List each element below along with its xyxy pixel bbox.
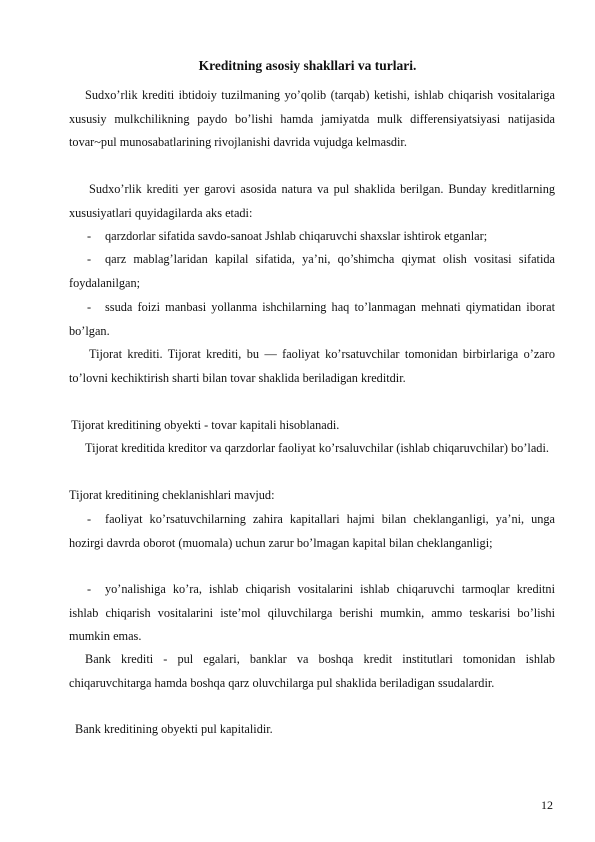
section-title: Kreditning asosiy shakllari va turlari. bbox=[198, 58, 417, 73]
list-item bbox=[69, 225, 555, 249]
paragraph-sudxorlik-features: Sudxo’rlik krediti yer garovi asosida natura va pul shaklida berilgan. Bunday kreditlarning xususiyatlari quyidagilarda aks etadi: bbox=[69, 182, 555, 220]
list-item bbox=[69, 248, 555, 295]
list-dash: - bbox=[87, 582, 92, 596]
paragraph-tijorat-cheklanish: Tijorat kreditining cheklanishlari mavjud: bbox=[69, 488, 275, 502]
list-dash: - bbox=[87, 229, 92, 243]
paragraph-tijorat-obyekti: Tijorat kreditining obyekti - tovar kapitali hisoblanadi. bbox=[71, 418, 340, 432]
list-dash: - bbox=[87, 252, 92, 266]
list-item-text: yo’nalishiga ko’ra, ishlab chiqarish vositalarini ishlab chiqaruvchi tarmoqlar kreditni ishlab chiqarish vositalarini iste’mol qiluvchilarga berishi mumkin, ammo teskarisi bo’lishi mumkin emas. bbox=[69, 582, 555, 643]
paragraph-tijorat-krediti: Tijorat krediti. Tijorat krediti, bu — faoliyat ko’rsatuvchilar tomonidan birbirlariga o’zaro to’lovni kechiktirish sharti bilan tovar shaklida beriladigan kreditdir. bbox=[69, 347, 555, 385]
list-dash: - bbox=[87, 300, 92, 314]
paragraph-bank-obyekti: Bank kreditining obyekti pul kapitalidir. bbox=[75, 722, 273, 736]
list-item-text: faoliyat ko’rsatuvchilarning zahira kapitallari hajmi bilan cheklanganligi, ya’ni, unga hozirgi davrda oborot (muomala) uchun zarur bo’lmagan kapital bilan cheklanganligi; bbox=[69, 512, 555, 550]
list-item bbox=[69, 508, 555, 555]
page-number: 12 bbox=[541, 798, 553, 812]
list-item bbox=[69, 578, 555, 649]
list-dash: - bbox=[87, 512, 92, 526]
list-item-text: qarzdorlar sifatida savdo-sanoat Jshlab chiqaruvchi shaxslar ishtirok etganlar; bbox=[105, 229, 488, 243]
paragraph-bank-krediti: Bank krediti - pul egalari, banklar va boshqa kredit institutlari tomonidan ishlab chiqaruvchitarga hamda boshqa qarz oluvchilarga pul shaklida beriladigan ssudalardir. bbox=[69, 652, 555, 690]
list-item-text: ssuda foizi manbasi yollanma ishchilarning haq to’lanmagan mehnati qiymatidan iborat bo’lgan. bbox=[69, 300, 555, 338]
list-item-text: qarz mablag’laridan kapilal sifatida, ya’ni, qo’shimcha qiymat olish vositasi sifatida foydalanilgan; bbox=[69, 252, 555, 290]
paragraph-sudxorlik-intro: Sudxo’rlik krediti ibtidoiy tuzilmaning yo’qolib (tarqab) ketishi, ishlab chiqarish vositalariga xususiy mulkchilikning paydo bo’lishi hamda jamiyatda mulk differensiyatsiyasi natijasida tovar~pul munosabatlarining rivojlanishi davrida vujudga kelmasdir. bbox=[69, 88, 555, 149]
list-item bbox=[69, 296, 555, 343]
paragraph-tijorat-kreditor: Tijorat kreditida kreditor va qarzdorlar faoliyat ko’rsaluvchilar (ishlab chiqaruvchilar) bo’ladi. bbox=[85, 441, 549, 455]
